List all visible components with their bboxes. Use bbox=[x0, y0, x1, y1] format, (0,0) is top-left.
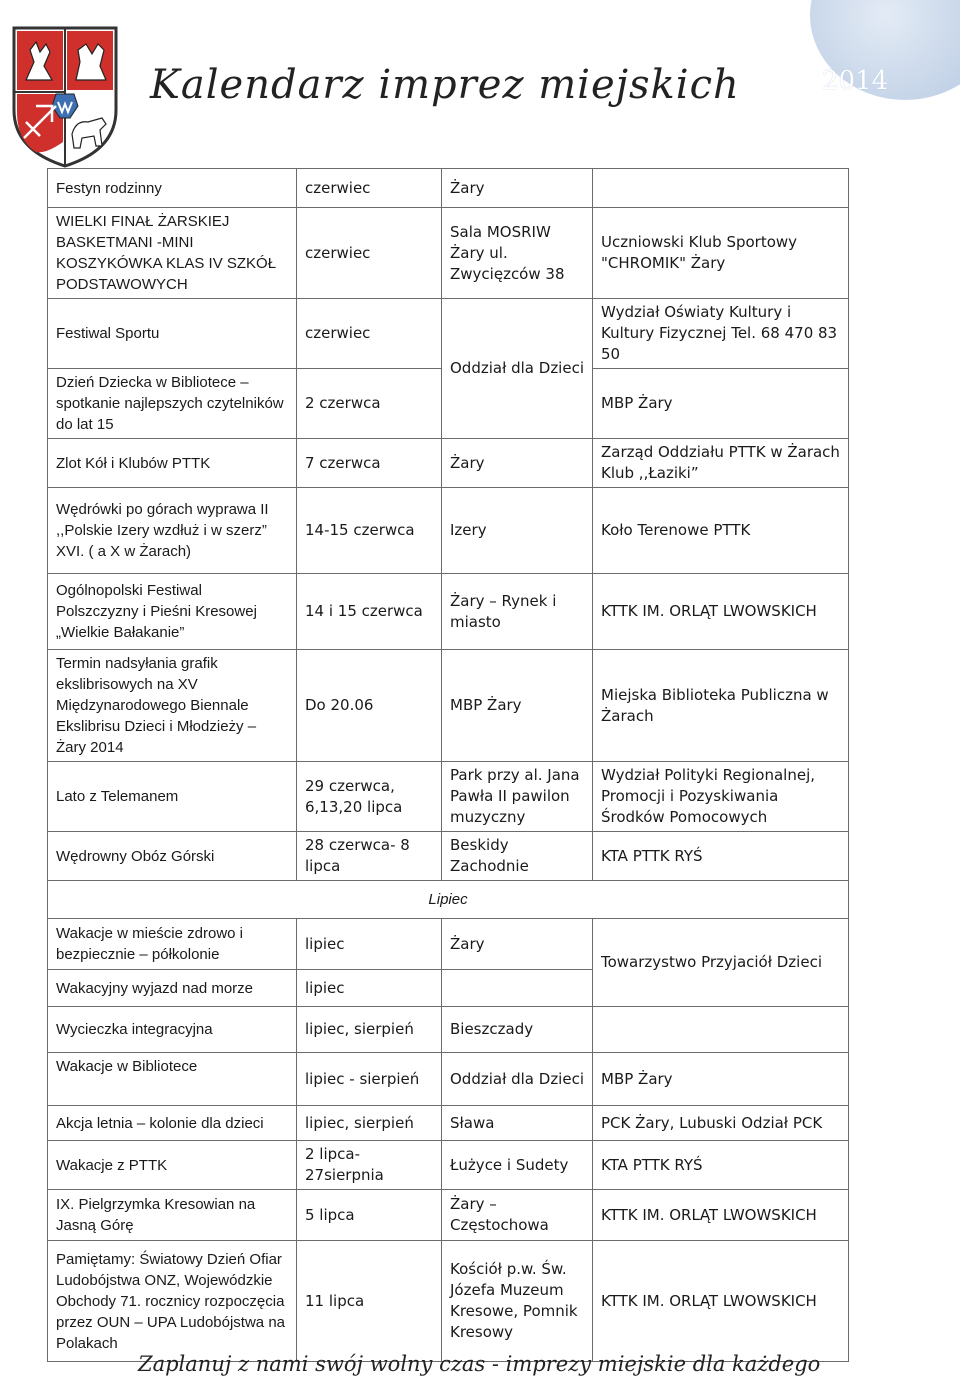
event-organizer: Wydział Polityki Regionalnej, Promocji i Pozyskiwania Środków Pomocowych bbox=[593, 762, 849, 832]
event-organizer: Miejska Biblioteka Publiczna w Żarach bbox=[593, 650, 849, 762]
event-name: Wakacje z PTTK bbox=[48, 1141, 297, 1190]
corner-decoration bbox=[800, 0, 960, 120]
event-date: 29 czerwca, 6,13,20 lipca bbox=[297, 762, 442, 832]
event-place: Sala MOSRIW Żary ul. Zwycięzców 38 bbox=[442, 208, 593, 299]
event-place: Park przy al. Jana Pawła II pawilon muzyczny bbox=[442, 762, 593, 832]
event-organizer: MBP Żary bbox=[593, 1053, 849, 1106]
event-name: Wakacyjny wyjazd nad morze bbox=[48, 970, 297, 1007]
event-name: IX. Pielgrzymka Kresowian na Jasną Górę bbox=[48, 1190, 297, 1241]
event-date: 5 lipca bbox=[297, 1190, 442, 1241]
page-title: Kalendarz imprez miejskich bbox=[150, 62, 740, 108]
event-organizer: Towarzystwo Przyjaciół Dzieci bbox=[593, 919, 849, 1007]
event-date: lipiec - sierpień bbox=[297, 1053, 442, 1106]
event-date: 2 czerwca bbox=[297, 369, 442, 439]
event-organizer: Koło Terenowe PTTK bbox=[593, 488, 849, 574]
event-date: Do 20.06 bbox=[297, 650, 442, 762]
event-date: lipiec bbox=[297, 970, 442, 1007]
event-organizer: MBP Żary bbox=[593, 369, 849, 439]
event-place: Kościół p.w. Św. Józefa Muzeum Kresowe, Pomnik Kresowy bbox=[442, 1241, 593, 1362]
month-row bbox=[48, 881, 849, 919]
table-row bbox=[48, 1007, 849, 1053]
month-label: Lipiec bbox=[48, 881, 849, 919]
event-place: Żary bbox=[442, 919, 593, 970]
event-place: Sława bbox=[442, 1106, 593, 1141]
event-date: lipiec, sierpień bbox=[297, 1106, 442, 1141]
event-name: WIELKI FINAŁ ŻARSKIEJ BASKETMANI -MINI KOSZYKÓWKA KLAS IV SZKÓŁ PODSTAWOWYCH bbox=[48, 208, 297, 299]
event-place: Izery bbox=[442, 488, 593, 574]
page-number: 8 bbox=[798, 38, 807, 58]
event-name: Festyn rodzinny bbox=[48, 169, 297, 208]
event-date: 14-15 czerwca bbox=[297, 488, 442, 574]
table-row bbox=[48, 832, 849, 881]
event-name: Wakacje w Bibliotece bbox=[48, 1053, 297, 1106]
table-row bbox=[48, 1141, 849, 1190]
event-organizer: Wydział Oświaty Kultury i Kultury Fizycznej Tel. 68 470 83 50 bbox=[593, 299, 849, 369]
table-row bbox=[48, 488, 849, 574]
event-name: Dzień Dziecka w Bibliotece – spotkanie najlepszych czytelników do lat 15 bbox=[48, 369, 297, 439]
event-name: Zlot Kół i Klubów PTTK bbox=[48, 439, 297, 488]
event-place: Żary bbox=[442, 169, 593, 208]
event-date: czerwiec bbox=[297, 208, 442, 299]
event-date: czerwiec bbox=[297, 299, 442, 369]
event-place: MBP Żary bbox=[442, 650, 593, 762]
event-organizer: KTTK IM. ORLĄT LWOWSKICH bbox=[593, 574, 849, 650]
event-name: Festiwal Sportu bbox=[48, 299, 297, 369]
table-row bbox=[48, 1053, 849, 1106]
event-date: 28 czerwca- 8 lipca bbox=[297, 832, 442, 881]
event-name: Wędrówki po górach wyprawa II ,,Polskie Izery wzdłuż i w szerz” XVI. ( a X w Żarach) bbox=[48, 488, 297, 574]
table-row bbox=[48, 1106, 849, 1141]
event-date: 2 lipca- 27sierpnia bbox=[297, 1141, 442, 1190]
event-date: lipiec, sierpień bbox=[297, 1007, 442, 1053]
event-place: Żary – Rynek i miasto bbox=[442, 574, 593, 650]
event-name: Lato z Telemanem bbox=[48, 762, 297, 832]
event-organizer: KTTK IM. ORLĄT LWOWSKICH bbox=[593, 1241, 849, 1362]
event-organizer: PCK Żary, Lubuski Odział PCK bbox=[593, 1106, 849, 1141]
event-organizer: KTA PTTK RYŚ bbox=[593, 1141, 849, 1190]
event-organizer: KTTK IM. ORLĄT LWOWSKICH bbox=[593, 1190, 849, 1241]
event-name: Wakacje w mieście zdrowo i bezpiecznie – półkolonie bbox=[48, 919, 297, 970]
event-date: lipiec bbox=[297, 919, 442, 970]
table-row bbox=[48, 208, 849, 299]
event-place: Łużyce i Sudety bbox=[442, 1141, 593, 1190]
footer-slogan: Zaplanuj z nami swój wolny czas - imprezy miejskie dla każdego bbox=[138, 1352, 821, 1376]
table-row bbox=[48, 574, 849, 650]
table-row bbox=[48, 439, 849, 488]
event-place bbox=[442, 970, 593, 1007]
event-organizer: KTA PTTK RYŚ bbox=[593, 832, 849, 881]
header-year: 2014 bbox=[822, 66, 889, 96]
coat-of-arms-icon bbox=[6, 22, 124, 170]
event-name: Termin nadsyłania grafik ekslibrisowych na XV Międzynarodowego Biennale Ekslibrisu Dzieci i Młodzieży – Żary 2014 bbox=[48, 650, 297, 762]
event-place: Oddział dla Dzieci bbox=[442, 1053, 593, 1106]
event-name: Akcja letnia – kolonie dla dzieci bbox=[48, 1106, 297, 1141]
event-place: Oddział dla Dzieci bbox=[442, 299, 593, 439]
table-row bbox=[48, 1190, 849, 1241]
table-row bbox=[48, 1241, 849, 1362]
event-date: 7 czerwca bbox=[297, 439, 442, 488]
table-row bbox=[48, 299, 849, 369]
event-name: Wycieczka integracyjna bbox=[48, 1007, 297, 1053]
event-organizer: Zarząd Oddziału PTTK w Żarach Klub ,,Łaziki” bbox=[593, 439, 849, 488]
table-row bbox=[48, 762, 849, 832]
event-date: 14 i 15 czerwca bbox=[297, 574, 442, 650]
event-name: Wędrowny Obóz Górski bbox=[48, 832, 297, 881]
event-organizer: Uczniowski Klub Sportowy "CHROMIK" Żary bbox=[593, 208, 849, 299]
event-date: czerwiec bbox=[297, 169, 442, 208]
event-name: Ogólnopolski Festiwal Polszczyzny i Pieśni Kresowej „Wielkie Bałakanie” bbox=[48, 574, 297, 650]
event-place: Żary – Częstochowa bbox=[442, 1190, 593, 1241]
event-place: Beskidy Zachodnie bbox=[442, 832, 593, 881]
event-place: Żary bbox=[442, 439, 593, 488]
table-row bbox=[48, 650, 849, 762]
event-organizer bbox=[593, 1007, 849, 1053]
table-row bbox=[48, 919, 849, 970]
event-place: Bieszczady bbox=[442, 1007, 593, 1053]
events-table bbox=[47, 168, 849, 1362]
event-organizer bbox=[593, 169, 849, 208]
event-date: 11 lipca bbox=[297, 1241, 442, 1362]
event-name: Pamiętamy: Światowy Dzień Ofiar Ludobójstwa ONZ, Wojewódzkie Obchody 71. rocznicy rozpoczęcia przez OUN – UPA Ludobójstwa na Polakach bbox=[48, 1241, 297, 1362]
table-row bbox=[48, 169, 849, 208]
